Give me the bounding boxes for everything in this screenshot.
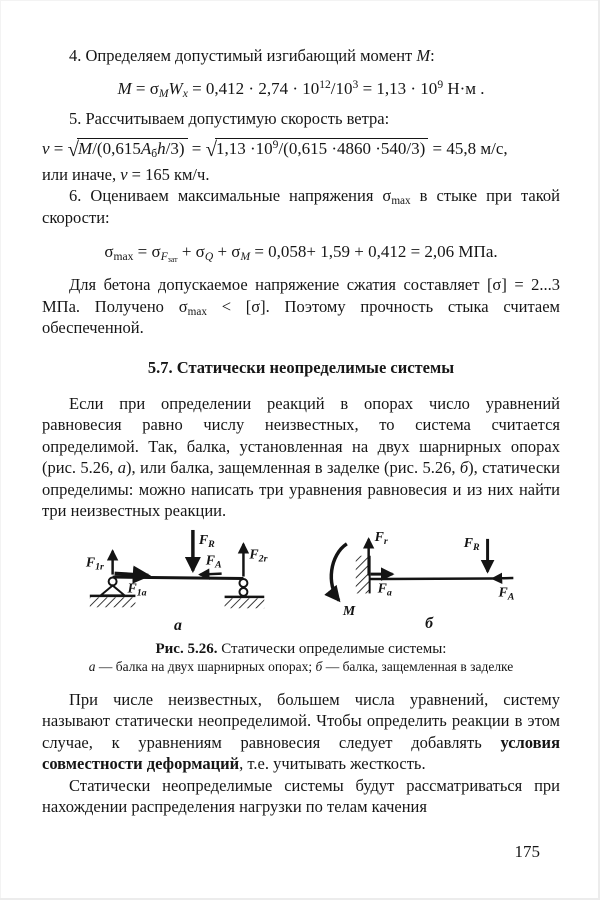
force-label-fa: $F_а$ <box>377 581 392 599</box>
formula-wind-speed: $v = √M/(0,615A_бh/3) = √1,13 \cdot 10^9/(0,615 \cdot 4860 \cdot 540/3) = 45,8$ м/с, <box>42 138 508 161</box>
moment-arrow <box>331 544 347 600</box>
force-label-fR: $F_R$ <box>463 535 480 553</box>
diagram-a-two-hinged-supports <box>42 527 320 638</box>
diagram-a-label: а <box>174 616 182 634</box>
ground-hatch-left <box>90 597 136 607</box>
formula-bending-moment: $M = \sigma_MW_x = 0,412 \cdot 2,74 \cdot 10^{12}/10^3 = 1,13 \cdot 10^9$ Н·м . <box>117 77 485 100</box>
list-item-6: 6. Оцениваем максимальные напряжения $\sigma_{max}$ в стыке при такой скорости: <box>42 186 560 227</box>
figure-5-26 <box>42 527 560 638</box>
ground-hatch-right <box>225 598 265 608</box>
paragraph-indeterminate: При числе неизвестных, большем числа уравнений, систему называют статически неопределимой. Чтобы определить реакции в этом случае, к уравнениям равновесия следует добавлять условия совместности деформаций, т.е. учитывать жесткость. <box>42 689 560 774</box>
paragraph-closing: Статически неопределимые системы будут рассматриваться при нахождении распределения нагрузки по телам качения <box>42 775 560 817</box>
line-speed-kmh: или иначе, v = 165 км/ч. <box>42 164 210 184</box>
force-arrow-fA <box>200 573 222 574</box>
force-label-fA: $F_A$ <box>205 553 222 571</box>
roller-circle-bottom <box>239 588 247 596</box>
force-arrow-f1a <box>115 573 149 575</box>
beam-line <box>113 577 244 578</box>
page-number: 175 <box>514 842 540 861</box>
roller-circle-top <box>239 579 247 587</box>
pin-support-triangle <box>101 585 125 595</box>
paragraph-determinate: Если при определении реакций в опорах число уравнений равновесия равно числу неизвестных, то система считается определимой. Так, балка, установленная на двух шарнирных опорах (рис. 5.26, а), или балка, защемленная в заделке (рис. 5.26, б), статически определимы: можно написать три уравнения равновесия и из них найти три неизвестных реакции. <box>42 393 561 521</box>
moment-label: M <box>342 603 356 619</box>
formula-sigma-max: $\sigma_{max} = \sigma_{F_{зат}} + \sigma_Q + \sigma_M = 0,058+ 1,59 + 0,412 = 2,06$ МПа. <box>104 242 498 265</box>
figure-caption-detail: а — балка на двух шарнирных опорах; б — балка, защемленная в заделке <box>88 658 514 674</box>
force-label-fA: $F_A$ <box>498 585 515 603</box>
force-label-fr: $F_r$ <box>374 529 388 547</box>
list-item-5: 5. Рассчитываем допустимую скорость ветра: <box>69 108 390 128</box>
force-label-f1r: $F_{1r}$ <box>85 555 104 573</box>
diagram-b-label: б <box>425 614 434 632</box>
figure-caption-title: Рис. 5.26. Статически определимые системы: <box>155 640 447 657</box>
list-item-4: 4. Определяем допустимый изгибающий момент М: <box>69 46 435 65</box>
diagram-b-cantilever-fixed <box>322 527 560 638</box>
section-heading-5-7: 5.7. Статически неопределимые системы <box>147 357 455 377</box>
paragraph-concrete: Для бетона допускаемое напряжение сжатия составляет [σ] = 2...3 МПа. Получено $\sigma_{max} < [\sigma]$. Поэтому прочность стыка считаем обеспеченной. <box>42 275 560 338</box>
force-label-f2r: $F_{2r}$ <box>249 547 268 565</box>
force-label-fR: $F_R$ <box>198 532 215 550</box>
force-label-f1a: $F_{1а}$ <box>127 581 147 599</box>
